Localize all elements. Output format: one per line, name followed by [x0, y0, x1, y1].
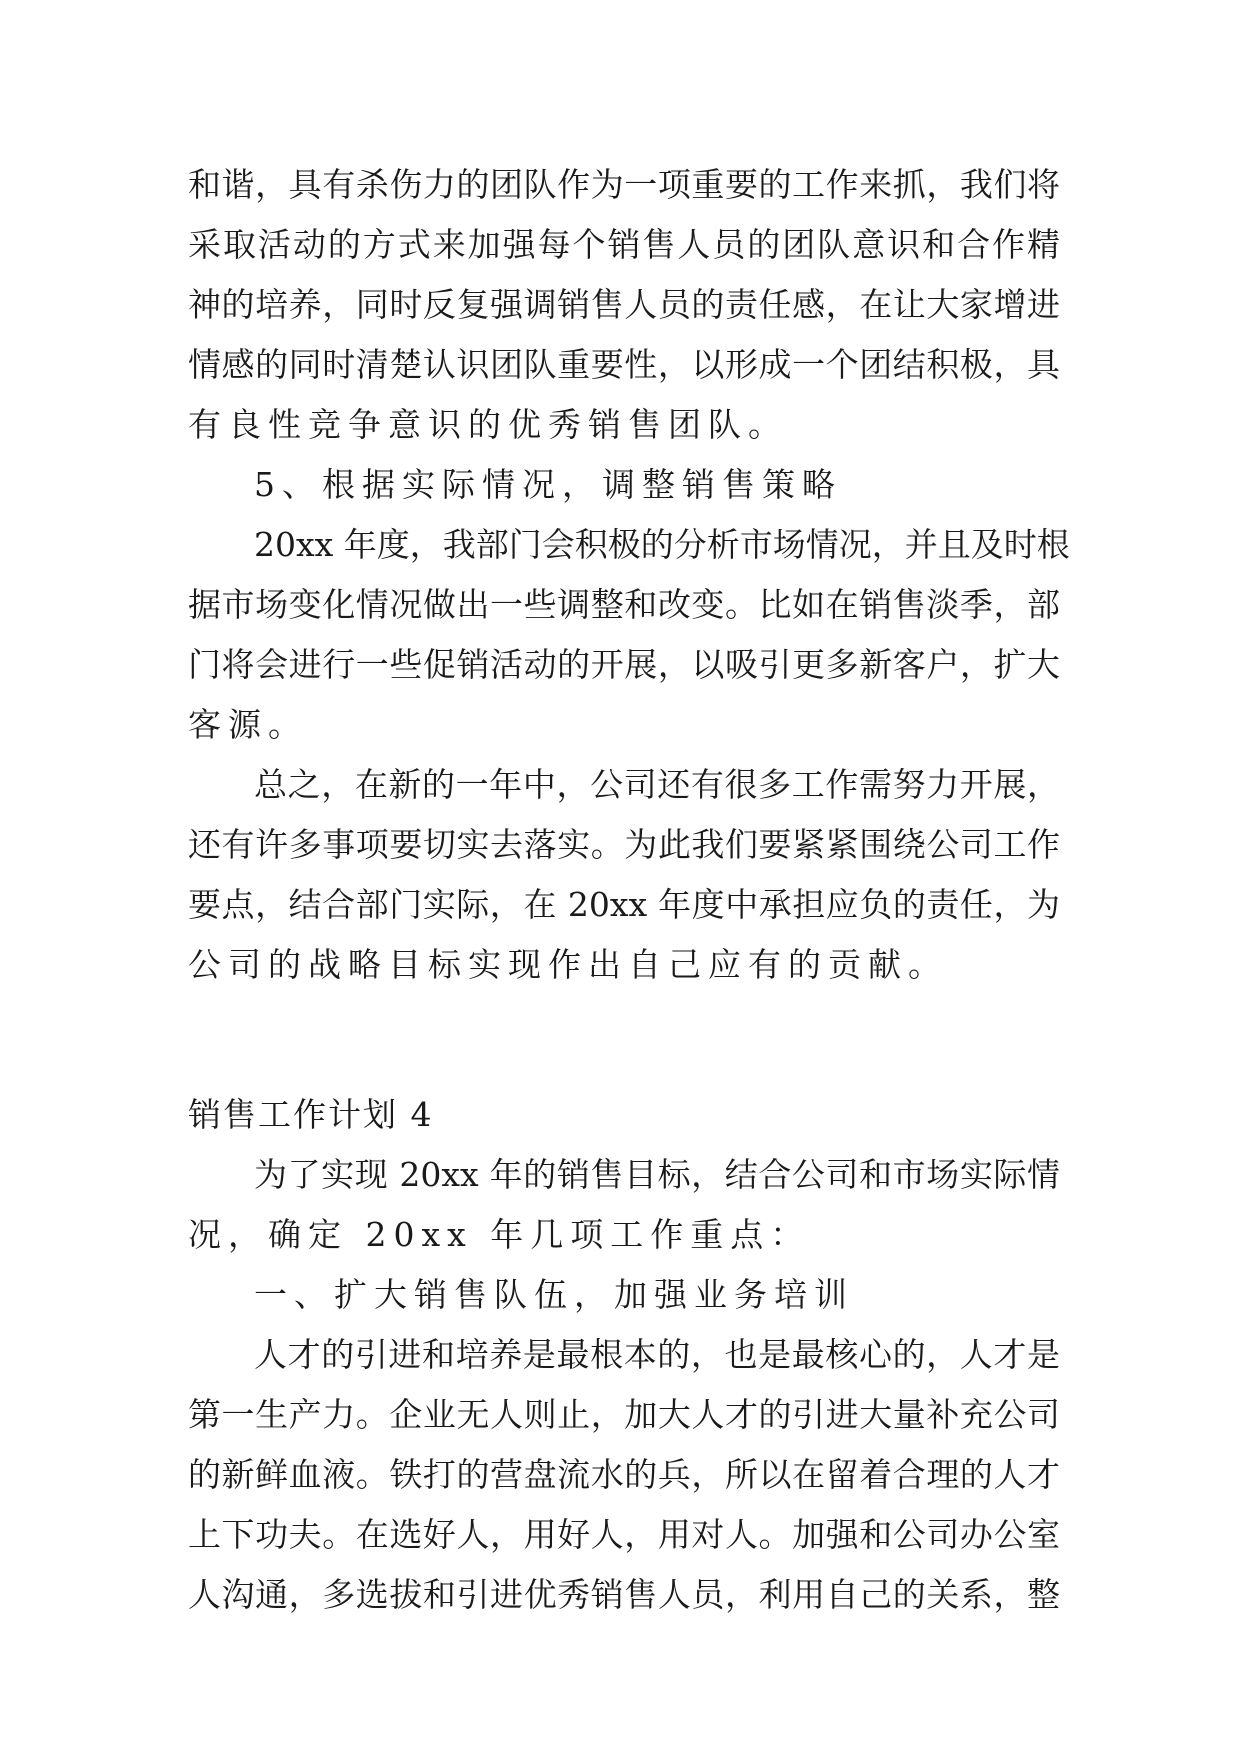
text-line: 客源。 — [188, 705, 308, 744]
text-line: 要点，结合部门实际，在 20xx 年度中承担应负的责任，为 — [188, 885, 1060, 924]
text-line: 门将会进行一些促销活动的开展，以吸引更多新客户，扩大 — [188, 645, 1060, 684]
text-line: 的新鲜血液。铁打的营盘流水的兵，所以在留着合理的人才 — [188, 1455, 1060, 1494]
text-line: 神的培养，同时反复强调销售人员的责任感，在让大家增进 — [188, 285, 1060, 324]
section-title: 销售工作计划 4 — [188, 1095, 434, 1134]
document-page — [188, 155, 1070, 1625]
text-line: 人才的引进和培养是最根本的，也是最核心的，人才是 — [254, 1335, 1060, 1374]
text-line: 况，确定 20xx 年几项工作重点： — [188, 1215, 811, 1254]
text-line: 据市场变化情况做出一些调整和改变。比如在销售淡季，部 — [188, 585, 1060, 624]
text-line: 有良性竞争意识的优秀销售团队。 — [188, 405, 788, 444]
text-line: 人沟通，多选拔和引进优秀销售人员，利用自己的关系，整 — [188, 1575, 1060, 1614]
text-line: 第一生产力。企业无人则止，加大人才的引进大量补充公司 — [188, 1395, 1060, 1434]
text-line: 为了实现 20xx 年的销售目标，结合公司和市场实际情 — [254, 1155, 1060, 1194]
text-line: 总之，在新的一年中，公司还有很多工作需努力开展， — [254, 765, 1060, 804]
text-line: 和谐，具有杀伤力的团队作为一项重要的工作来抓，我们将 — [188, 165, 1060, 204]
subheading-1: 一、扩大销售队伍，加强业务培训 — [254, 1275, 854, 1314]
text-line: 上下功夫。在选好人，用好人，用对人。加强和公司办公室 — [188, 1515, 1060, 1554]
spacer — [188, 995, 1060, 1085]
text-line: 采取活动的方式来加强每个销售人员的团队意识和合作精 — [188, 225, 1060, 264]
text-line: 还有许多事项要切实去落实。为此我们要紧紧围绕公司工作 — [188, 825, 1060, 864]
text-line: 公司的战略目标实现作出自己应有的贡献。 — [188, 945, 948, 984]
subheading-5: 5、根据实际情况，调整销售策略 — [254, 465, 842, 504]
text-line: 情感的同时清楚认识团队重要性，以形成一个团结积极，具 — [188, 345, 1060, 384]
text-line: 20xx 年度，我部门会积极的分析市场情况，并且及时根 — [254, 525, 1070, 564]
